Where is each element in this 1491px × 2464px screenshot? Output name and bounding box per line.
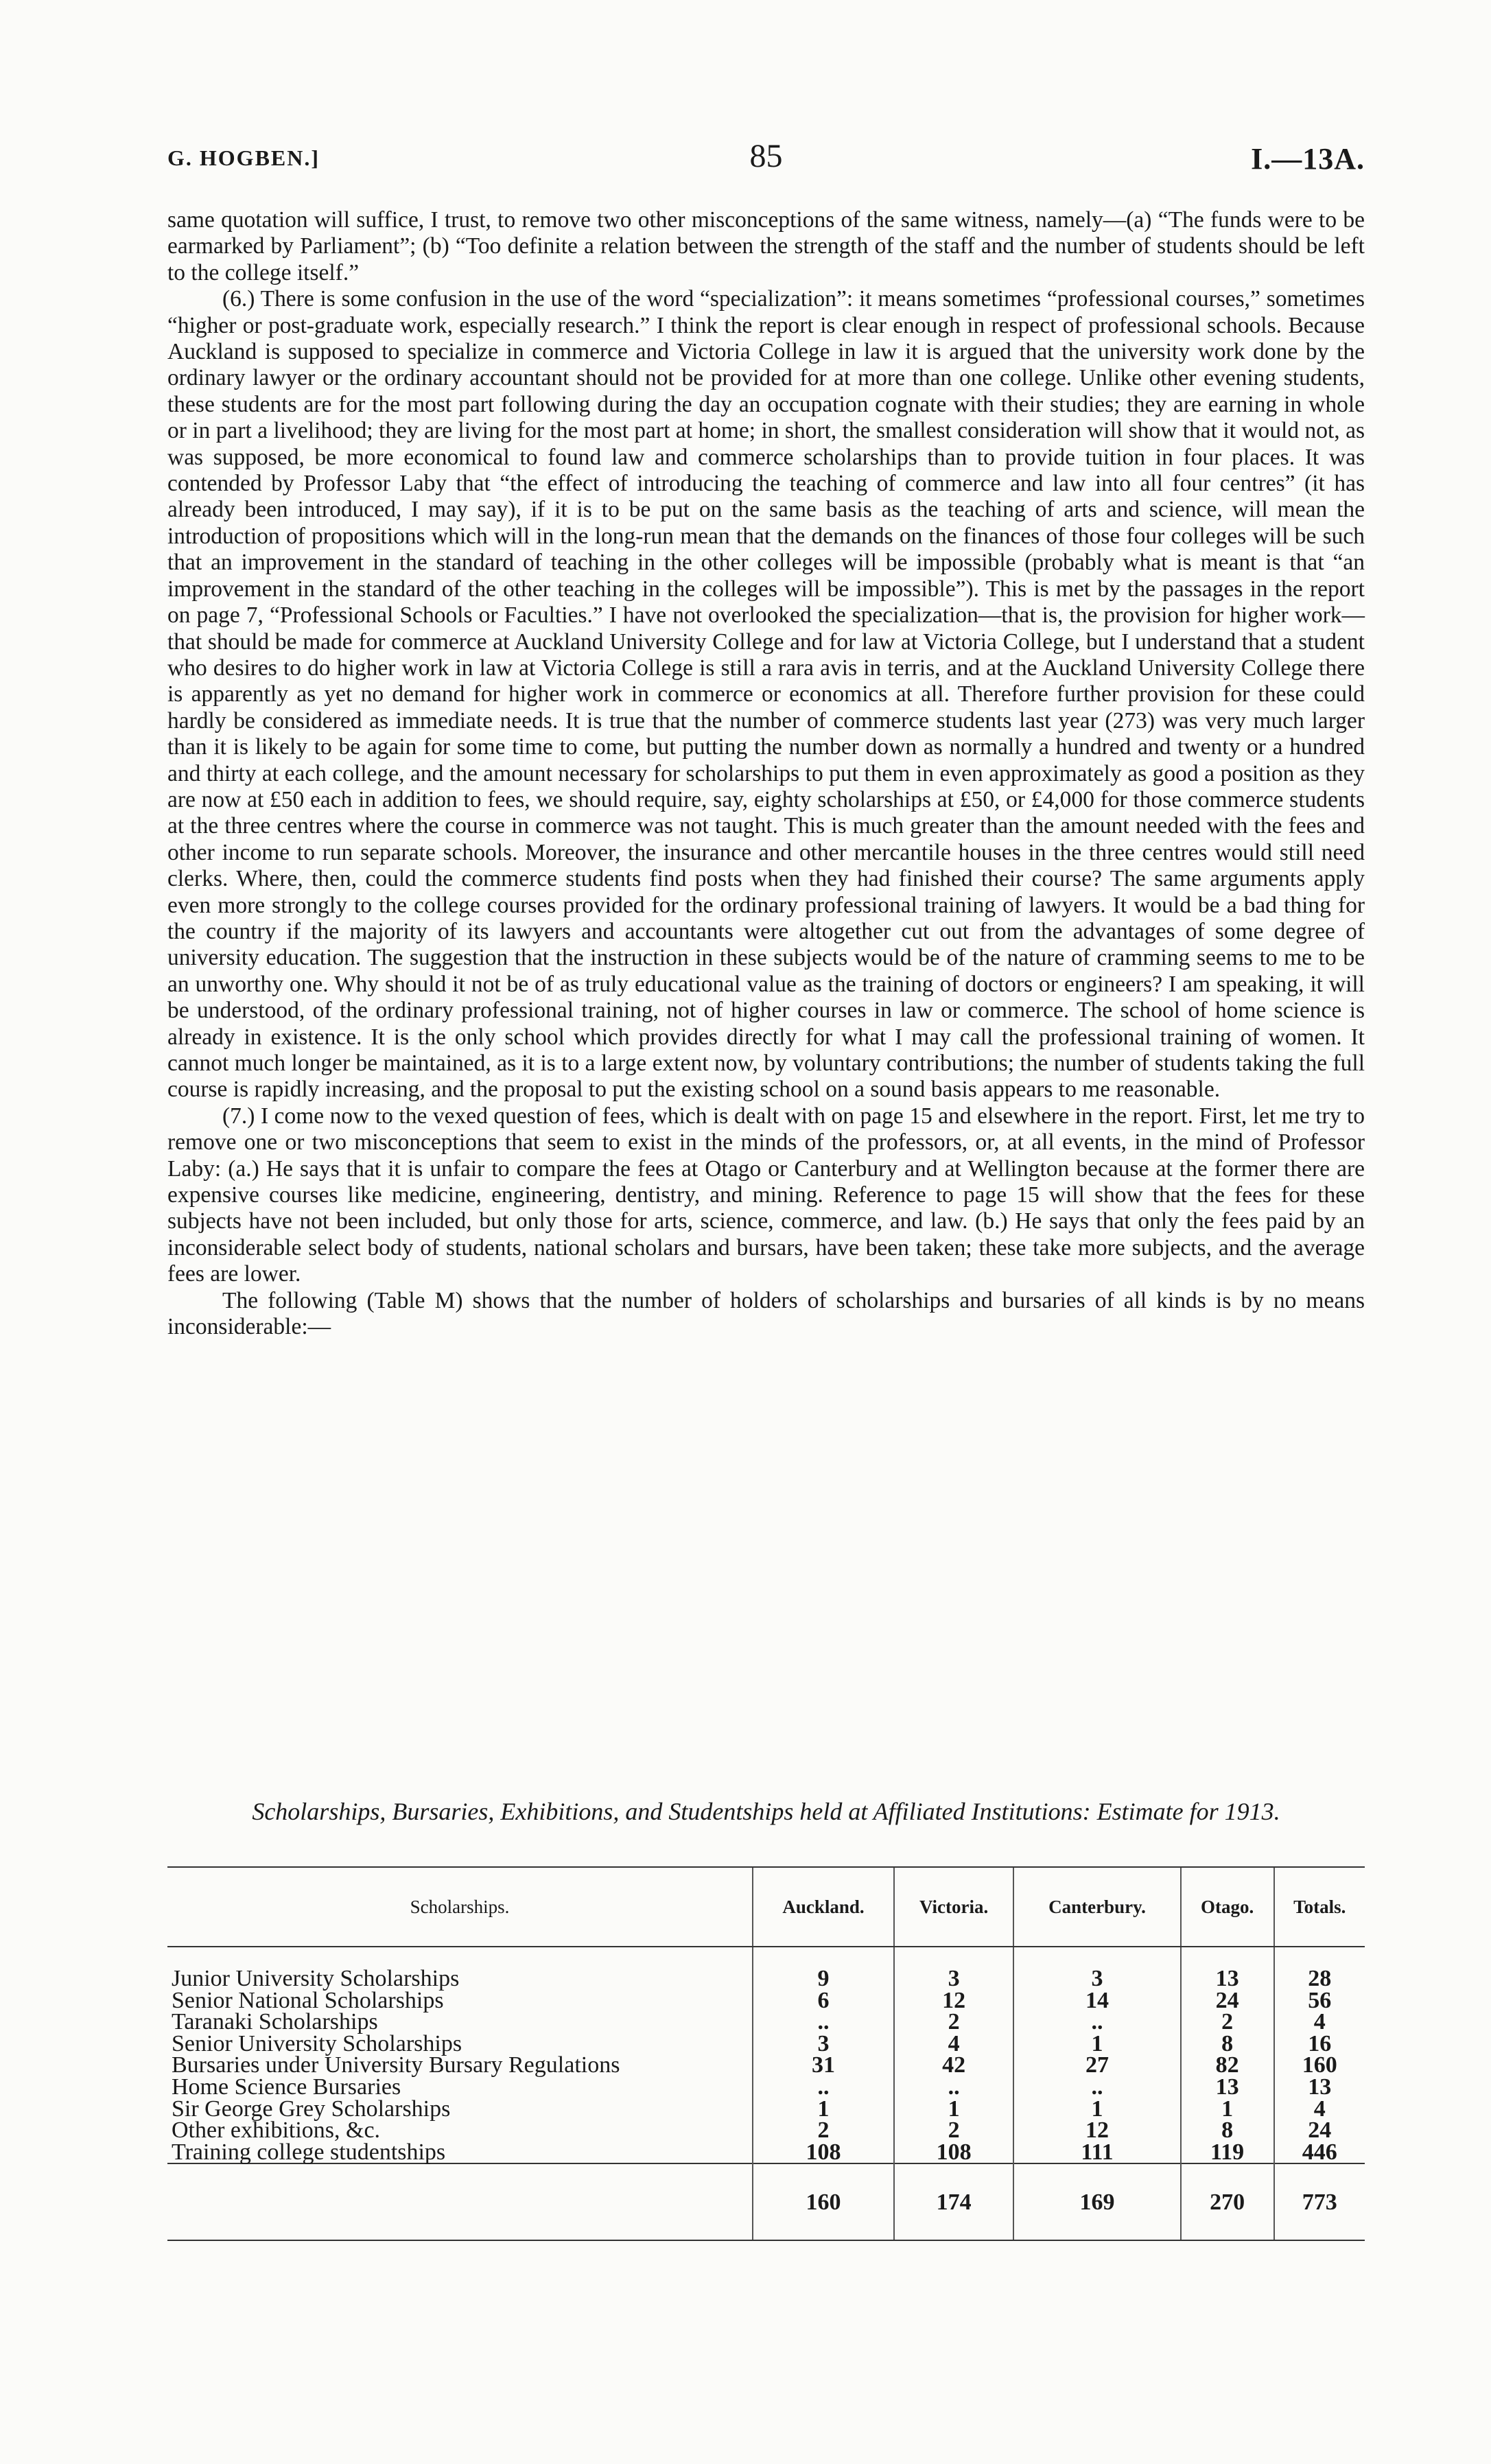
cell-auckland: 2	[753, 2120, 894, 2142]
cell-victoria: 4	[894, 2033, 1013, 2055]
page-header	[167, 137, 1365, 185]
table-row	[167, 2033, 1365, 2055]
cell-auckland: 31	[753, 2054, 894, 2076]
cell-auckland: 108	[753, 2142, 894, 2164]
row-label: Sir George Grey Scholarships	[172, 2096, 451, 2122]
cell-victoria: 12	[894, 1990, 1013, 2012]
total-canterbury: 169	[1013, 2163, 1181, 2240]
table-row	[167, 2076, 1365, 2098]
cell-otago: 24	[1181, 1990, 1274, 2012]
paragraph: (6.) There is some confusion in the use of the word “specialization”: it means sometimes “professional courses,” sometimes “higher or post-graduate work, especially research.” I think the report is clear enough in respect of professional schools. Because Auckland is supposed to specialize in commerce and Victoria College in law it is argued that the university work done by the ordinary lawyer or the ordinary accountant should not be provided for at more than one college. Unlike other evening students, these students are for the most part following during the day an occupation cognate with their studies; they are earning in whole or in part a livelihood; they are living for the most part at home; in short, the smallest consideration will show that it would not, as was supposed, be more economical to found law and commerce scholarships than to provide tuition in four places. It was contended by Professor Laby that “the effect of introducing the teaching of commerce and law into all four centres” (it has already been introduced, I may say), if it is to be put on the same basis as the teaching of arts and science, will mean the introduction of propositions which will in the long-run mean that the demands on the finances of those four colleges will be such that an improvement in the standard of teaching in the other colleges will be impossible (probably what is meant is that “an improvement in the standard of the other teaching in the colleges will be impossible”). This is met by the passages in the report on page 7, “Professional Schools or Faculties.” I have not overlooked the specialization—that is, the provision for higher work—that should be made for commerce at Auckland University College and for law at Victoria College, but I understand that a student who desires to do higher work in law at Victoria College is still a rara avis in terris, and at the Auckland University College there is apparently as yet no demand for higher work in commerce or economics at all. Therefore further provision for these could hardly be considered as immediate needs. It is true that the number of commerce students last year (273) was very much larger than it is likely to be again for some time to come, but putting the number down as normally a hundred and twenty or a hundred and thirty at each college, and the amount necessary for scholarships to put them in even approximately as good a position as they are now at £50 each in addition to fees, we should require, say, eighty scholarships at £50, or £4,000 for those commerce students at the three centres where the course in commerce was not taught. This is much greater than the amount needed with the fees and other income to run separate schools. Moreover, the insurance and other mercantile houses in the three centres would still need clerks. Where, then, could the commerce students find posts when they had finished their course? The same arguments apply even more strongly to the college courses provided for the ordinary professional training of lawyers. It would be a bad thing for the country if the majority of its lawyers and accountants were altogether cut out from the advantages of some degree of university education. The suggestion that the instruction in these subjects would be of the nature of cramming seems to me to be an unworthy one. Why should it not be of as truly educational value as the training of doctors or engineers? I am speaking, it will be understood, of the ordinary professional training, not of higher courses in law or commerce. The school of home science is already in existence. It is the only school which provides directly for what I may call the professional training of women. It cannot much longer be maintained, as it is to a large extent now, by voluntary contributions; the number of students taking the full course is rapidly increasing, and the proposal to put the existing school on a sound basis appears to me reasonable.	[167, 286, 1365, 1103]
cell-canterbury: ..	[1013, 2076, 1181, 2098]
column-header: Auckland.	[753, 1867, 894, 1947]
cell-otago: 119	[1181, 2142, 1274, 2164]
cell-canterbury: 12	[1013, 2120, 1181, 2142]
cell-victoria: 2	[894, 2011, 1013, 2033]
paragraph: The following (Table M) shows that the number of holders of scholarships and bursaries of all kinds is by no means inconsiderable:—	[167, 1287, 1365, 1340]
cell-total: 13	[1274, 2076, 1365, 2098]
row-label: Senior National Scholarships	[172, 1987, 444, 2013]
cell-auckland: ..	[753, 2076, 894, 2098]
row-label: Bursaries under University Bursary Regulations	[172, 2052, 620, 2078]
cell-otago: 8	[1181, 2033, 1274, 2055]
row-label: Home Science Bursaries	[172, 2074, 401, 2100]
column-header: Scholarships.	[167, 1867, 753, 1947]
totals-label	[167, 2163, 753, 2240]
header-author: G. HOGBEN.]	[167, 145, 320, 170]
row-label: Taranaki Scholarships	[172, 2009, 378, 2035]
row-label: Senior University Scholarships	[172, 2030, 462, 2056]
cell-auckland: 1	[753, 2098, 894, 2120]
cell-victoria: 1	[894, 2098, 1013, 2120]
cell-victoria: 108	[894, 2142, 1013, 2164]
cell-total: 24	[1274, 2120, 1365, 2142]
cell-canterbury: 14	[1013, 1990, 1181, 2012]
column-header: Canterbury.	[1013, 1867, 1181, 1947]
column-header: Totals.	[1274, 1867, 1365, 1947]
total-victoria: 174	[894, 2163, 1013, 2240]
cell-total: 160	[1274, 2054, 1365, 2076]
cell-total: 56	[1274, 1990, 1365, 2012]
cell-canterbury: 111	[1013, 2142, 1181, 2164]
cell-auckland: ..	[753, 2011, 894, 2033]
row-label: Training college studentships	[172, 2139, 446, 2165]
table-row	[167, 2011, 1365, 2033]
cell-otago: 2	[1181, 2011, 1274, 2033]
table-row	[167, 1990, 1365, 2012]
cell-auckland: 9	[753, 1968, 894, 1990]
cell-canterbury: 27	[1013, 2054, 1181, 2076]
cell-total: 28	[1274, 1968, 1365, 1990]
total-otago: 270	[1181, 2163, 1274, 2240]
table-row	[167, 2120, 1365, 2142]
cell-victoria: 2	[894, 2120, 1013, 2142]
table-caption: Scholarships, Bursaries, Exhibitions, and Studentships held at Affiliated Institutions: Estimate for 1913.	[252, 1798, 1280, 1825]
body-text	[167, 207, 1365, 1340]
cell-victoria: 42	[894, 2054, 1013, 2076]
cell-otago: 13	[1181, 2076, 1274, 2098]
cell-total: 446	[1274, 2142, 1365, 2164]
grand-total: 773	[1274, 2163, 1365, 2240]
cell-otago: 1	[1181, 2098, 1274, 2120]
page-number: 85	[749, 138, 783, 174]
document-reference: I.—13A.	[1251, 142, 1365, 176]
cell-victoria: 3	[894, 1968, 1013, 1990]
table-row	[167, 1968, 1365, 1990]
table-row	[167, 2098, 1365, 2120]
paragraph: (7.) I come now to the vexed question of fees, which is dealt with on page 15 and elsewhere in the report. First, let me try to remove one or two misconceptions that seem to exist in the minds of the professors, or, at all events, in the mind of Professor Laby: (a.) He says that it is unfair to compare the fees at Otago or Canterbury and at Wellington because at the former there are expensive courses like medicine, engineering, dentistry, and mining. Reference to page 15 will show that the fees for these subjects have not been included, but only those for arts, science, commerce, and law. (b.) He says that only the fees paid by an inconsiderable select body of students, national scholars and bursars, have been taken; these take more subjects, and the average fees are lower.	[167, 1103, 1365, 1287]
cell-canterbury: 1	[1013, 2098, 1181, 2120]
total-auckland: 160	[753, 2163, 894, 2240]
column-header: Victoria.	[894, 1867, 1013, 1947]
cell-victoria: ..	[894, 2076, 1013, 2098]
table-header-row	[167, 1867, 1365, 1947]
row-label: Other exhibitions, &c.	[172, 2117, 381, 2144]
table-row	[167, 2142, 1365, 2164]
paragraph: same quotation will suffice, I trust, to remove two other misconceptions of the same witness, namely—(a) “The funds were to be earmarked by Parliament”; (b) “Too definite a relation between the strength of the staff and the number of students should be left to the college itself.”	[167, 207, 1365, 285]
cell-canterbury: 3	[1013, 1968, 1181, 1990]
column-header: Otago.	[1181, 1867, 1274, 1947]
cell-total: 16	[1274, 2033, 1365, 2055]
cell-auckland: 6	[753, 1990, 894, 2012]
cell-otago: 82	[1181, 2054, 1274, 2076]
cell-total: 4	[1274, 2098, 1365, 2120]
cell-canterbury: 1	[1013, 2033, 1181, 2055]
cell-auckland: 3	[753, 2033, 894, 2055]
cell-total: 4	[1274, 2011, 1365, 2033]
cell-otago: 8	[1181, 2120, 1274, 2142]
table-row	[167, 2054, 1365, 2076]
scholarships-table	[167, 1866, 1365, 2241]
cell-otago: 13	[1181, 1968, 1274, 1990]
cell-canterbury: ..	[1013, 2011, 1181, 2033]
row-label: Junior University Scholarships	[172, 1966, 460, 1991]
totals-row	[167, 2163, 1365, 2240]
